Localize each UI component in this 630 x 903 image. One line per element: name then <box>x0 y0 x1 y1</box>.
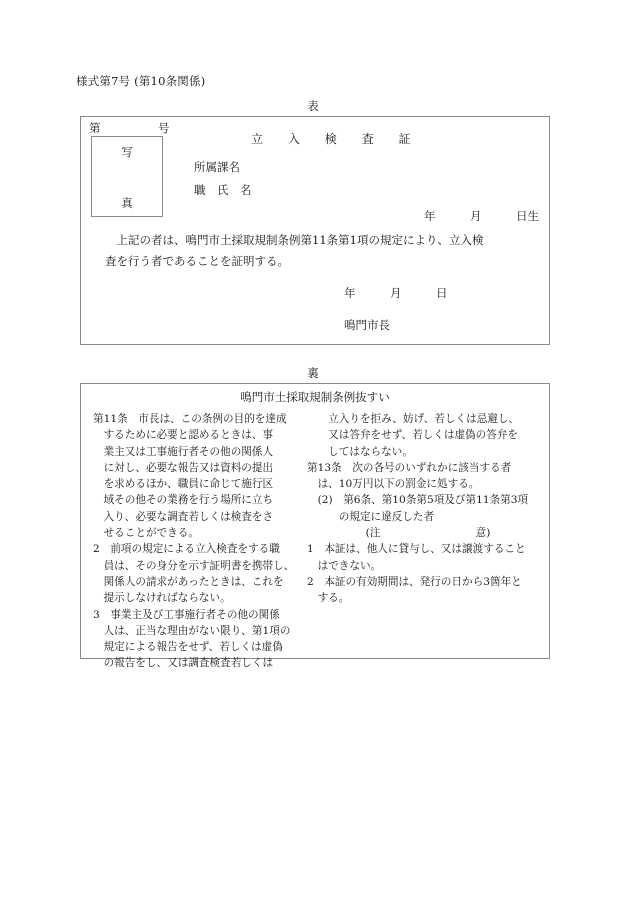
ordinance-right-line-3: してはならない。 <box>307 445 413 458</box>
ordinance-right-line-5: は、10万円以下の罰金に処する。 <box>307 478 480 491</box>
ordinance-left-line-16: の報告をし、又は調査検査若しくは <box>93 657 274 670</box>
back-card-box <box>80 383 550 670</box>
note-heading: (注 意) <box>365 527 491 540</box>
front-card-box <box>80 116 550 345</box>
note-line-3: 2 本証の有効期間は、発行の日から3箇年と <box>307 575 522 588</box>
ordinance-left-line-9: 2 前項の規定による立入検査をする職 <box>93 543 280 556</box>
ordinance-right-line-1: 立入りを拒み、妨げ、若しくは忌避し、 <box>307 413 520 425</box>
ordinance-left-line-12: 提示しなければならない。 <box>93 592 231 605</box>
ordinance-left-line-15: 規定による報告をせず、若しくは虚偽 <box>93 641 283 654</box>
certificate-body-line-1: 上記の者は、鳴門市土採取規制条例第11条第1項の規定により、立入検 <box>105 233 484 247</box>
front-side-label: 表 <box>307 99 319 113</box>
note-line-2: はできない。 <box>307 559 382 572</box>
ordinance-left-line-4: に対し、必要な報告又は資料の提出 <box>93 461 274 474</box>
certificate-body-line-2: 査を行う者であることを証明する。 <box>105 254 289 268</box>
ordinance-left-line-14: 人は、正当な理由がない限り、第1項の <box>93 624 291 637</box>
certificate-title: 立 入 検 査 証 <box>251 132 411 146</box>
birth-date-line: 年 月 日生 <box>424 209 539 223</box>
form-number-heading: 様式第7号 (第10条関係) <box>76 74 206 88</box>
ordinance-left-line-13: 3 事業主及び工事施行者その他の関係 <box>93 608 280 621</box>
ordinance-left-line-8: せることができる。 <box>93 527 199 540</box>
ordinance-left-line-2: するために必要と認めるときは、事 <box>93 429 274 442</box>
note-line-1: 1 本証は、他人に貸与し、又は譲渡すること <box>307 543 526 556</box>
ordinance-right-column <box>307 411 549 607</box>
ordinance-left-line-3: 業主又は工事施行者その他の関係人 <box>93 445 274 458</box>
issue-date-line: 年 月 日 <box>344 286 448 300</box>
card-number-line: 第 号 <box>89 121 170 135</box>
ordinance-right-line-2: 又は答弁をせず、若しくは虚偽の答弁を <box>307 429 519 442</box>
ordinance-left-line-7: 入り、必要な調査若しくは検査をさ <box>93 510 274 523</box>
ordinance-right-line-6: (2) 第6条、第10条第5項及び第11条第3項 <box>307 494 529 507</box>
issuer-name: 鳴門市長 <box>344 318 390 332</box>
post-and-name-label: 職 氏 名 <box>194 183 252 197</box>
ordinance-right-line-4: 第13条 次の各号のいずれかに該当する者 <box>307 461 512 474</box>
back-side-label: 裏 <box>307 366 319 380</box>
ordinance-left-line-6: 域その他その業務を行う場所に立ち <box>93 494 274 507</box>
photo-label-top: 写 <box>121 145 133 159</box>
note-line-4: する。 <box>307 592 350 605</box>
ordinance-left-column <box>93 411 311 672</box>
certificate-body-text <box>105 230 535 272</box>
ordinance-right-line-7: の規定に違反した者 <box>307 510 435 523</box>
department-label: 所属課名 <box>194 160 240 174</box>
ordinance-left-line-1: 第11条 市長は、この条例の目的を達成 <box>93 413 287 425</box>
photo-label-bottom: 真 <box>121 196 133 210</box>
photo-placeholder-frame <box>91 136 163 217</box>
ordinance-columns <box>81 411 549 670</box>
ordinance-excerpt-title: 鳴門市土採取規制条例抜すい <box>240 390 390 404</box>
ordinance-left-line-11: 関係人の請求があったときは、これを <box>93 575 284 588</box>
ordinance-left-line-10: 員は、その身分を示す証明書を携帯し、 <box>93 559 295 572</box>
ordinance-left-line-5: を求めるほか、職員に命じて施行区 <box>93 478 274 491</box>
